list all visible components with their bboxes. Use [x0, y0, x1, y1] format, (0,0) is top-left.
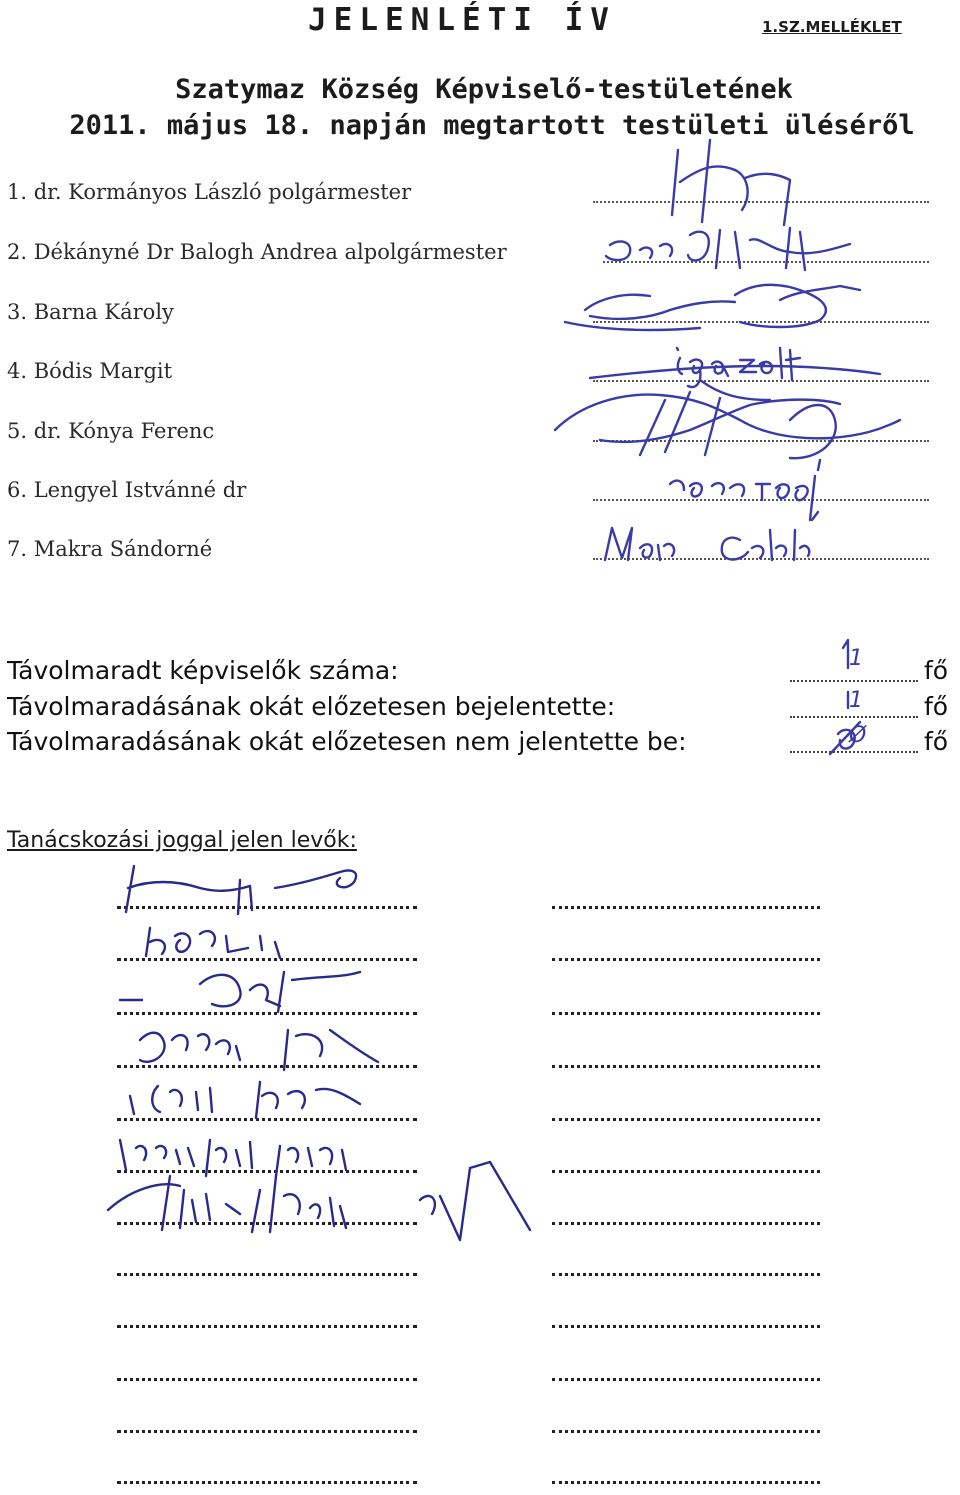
attendee-signature-line [552, 1118, 820, 1121]
member-name: 4. Bódis Margit [7, 359, 173, 383]
attendee-signature-line [552, 1325, 820, 1328]
attendee-signature-line [552, 1222, 820, 1225]
absent-count-label: Távolmaradt képviselők száma: [7, 656, 399, 685]
heading-meeting-date: 2011. május 18. napján megtartott testületi üléséről [69, 110, 915, 141]
member-row-1 [7, 180, 937, 210]
attendee-signature-line [552, 1430, 820, 1433]
notified-count-field [790, 716, 918, 718]
attendee-signature-line [117, 1430, 417, 1433]
not-notified-count-value: Ø [849, 723, 867, 748]
attendee-signature-line [117, 1273, 417, 1276]
absent-count-unit: fő [924, 656, 949, 685]
notified-count-value: 1 [849, 688, 863, 713]
attendee-signature-line [117, 1222, 417, 1225]
absent-count-value: 1 [849, 646, 863, 671]
notified-count-row [7, 688, 952, 726]
member-row-6 [7, 478, 937, 508]
annex-label: 1.SZ.MELLÉKLET [762, 18, 902, 36]
signature-line [593, 499, 929, 501]
member-name: 5. dr. Kónya Ferenc [7, 419, 215, 443]
absent-count-field [790, 680, 918, 682]
attendee-signature-line [117, 958, 417, 961]
member-row-4 [7, 359, 937, 389]
attendee-signature-line [117, 906, 417, 909]
signature-line [603, 261, 929, 263]
attendee-signature-line [552, 1170, 820, 1173]
not-notified-count-unit: fő [924, 727, 949, 756]
signature-line [593, 558, 929, 560]
attendee-signature-line [552, 958, 820, 961]
member-name: 6. Lengyel Istvánné dr [7, 478, 247, 502]
attendee-signature-line [117, 1170, 417, 1173]
member-row-3 [7, 300, 937, 330]
member-name: 1. dr. Kormányos László polgármester [7, 180, 412, 204]
not-notified-count-field [790, 751, 918, 753]
advisory-signatures [108, 866, 530, 1240]
attendee-signature-line [552, 1273, 820, 1276]
attendee-signature-line [552, 1378, 820, 1381]
signature-line [593, 201, 929, 203]
member-row-5 [7, 419, 937, 449]
member-name: 7. Makra Sándorné [7, 537, 213, 561]
member-name: 3. Barna Károly [7, 300, 174, 324]
attendee-signature-line [117, 1065, 417, 1068]
attendee-signature-line [117, 1378, 417, 1381]
attendee-signature-line [117, 1325, 417, 1328]
heading-body: Szatymaz Község Képviselő-testületének [175, 74, 793, 105]
member-name: 2. Dékányné Dr Balogh Andrea alpolgármester [7, 240, 507, 264]
notified-count-label: Távolmaradásának okát előzetesen bejelentette: [7, 692, 616, 721]
member-row-7 [7, 537, 937, 567]
document-title: JELENLÉTI ÍV [308, 2, 616, 38]
not-notified-count-label: Távolmaradásának okát előzetesen nem jelentette be: [7, 727, 687, 756]
signature-line [593, 321, 929, 323]
member-row-2 [7, 240, 937, 270]
attendee-signature-line [117, 1481, 417, 1484]
attendee-signature-line [117, 1012, 417, 1015]
attendee-signature-line [552, 1065, 820, 1068]
absent-count-row [7, 646, 952, 690]
attendee-signature-line [552, 906, 820, 909]
attendee-signature-line [552, 1012, 820, 1015]
attendee-signature-line [552, 1481, 820, 1484]
notified-count-unit: fő [924, 692, 949, 721]
signature-line [593, 440, 929, 442]
attendee-signature-line [117, 1118, 417, 1121]
signature-line [593, 380, 929, 382]
advisory-attendees-title: Tanácskozási joggal jelen levők: [7, 828, 357, 853]
not-notified-count-row [7, 723, 952, 761]
